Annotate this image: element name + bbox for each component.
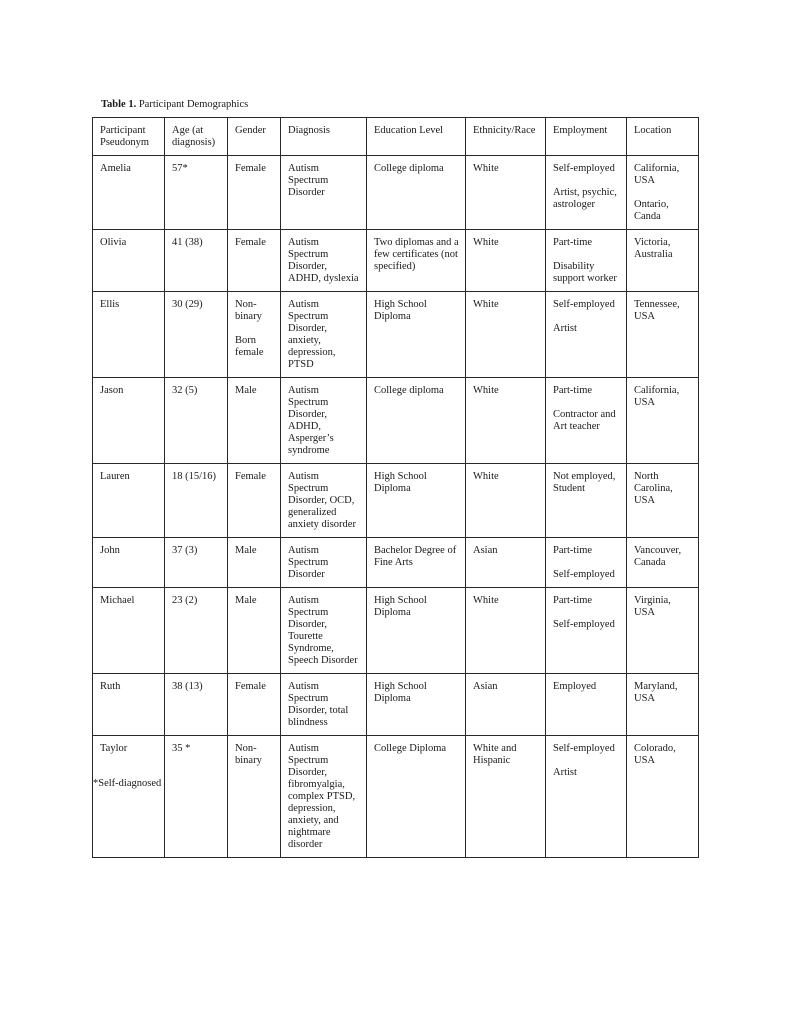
cell-education: College diploma [367, 378, 466, 464]
cell-pseudonym: Lauren [93, 464, 165, 538]
cell-location-line: California, USA [634, 163, 680, 186]
cell-location [627, 736, 699, 858]
cell-diagnosis: Autism Spectrum Disorder, Tourette Syndrome, Speech Disorder [281, 588, 367, 674]
table-header-row [93, 118, 699, 156]
cell-pseudonym: Olivia [93, 230, 165, 292]
cell-diagnosis: Autism Spectrum Disorder, ADHD, dyslexia [281, 230, 367, 292]
cell-employment-line: Artist, psychic, astrologer [553, 187, 617, 210]
cell-gender-line: Non-binary [235, 299, 262, 322]
cell-location-line: Maryland, USA [634, 681, 678, 704]
table-caption [101, 99, 248, 110]
cell-location [627, 674, 699, 736]
cell-age: 30 (29) [165, 292, 228, 378]
cell-diagnosis: Autism Spectrum Disorder, anxiety, depression, PTSD [281, 292, 367, 378]
cell-education: Two diplomas and a few certificates (not specified) [367, 230, 466, 292]
column-header: Gender [228, 118, 281, 156]
cell-education: High School Diploma [367, 674, 466, 736]
cell-education: High School Diploma [367, 588, 466, 674]
table-row [93, 538, 699, 588]
cell-employment-line: Part-time [553, 237, 593, 248]
cell-ethnicity: White [466, 588, 546, 674]
cell-age: 41 (38) [165, 230, 228, 292]
cell-pseudonym: Amelia [93, 156, 165, 230]
cell-pseudonym: John [93, 538, 165, 588]
table-row [93, 736, 699, 858]
cell-employment-line: Self-employed [553, 163, 615, 174]
cell-age: 35 * [165, 736, 228, 858]
cell-employment [546, 736, 627, 858]
cell-gender: Male [228, 588, 281, 674]
cell-ethnicity: Asian [466, 674, 546, 736]
cell-ethnicity: White [466, 292, 546, 378]
cell-diagnosis: Autism Spectrum Disorder, OCD, generalized anxiety disorder [281, 464, 367, 538]
cell-gender: Female [228, 156, 281, 230]
cell-employment [546, 464, 627, 538]
cell-education: High School Diploma [367, 464, 466, 538]
cell-employment [546, 674, 627, 736]
column-header: Diagnosis [281, 118, 367, 156]
table-row [93, 464, 699, 538]
cell-diagnosis: Autism Spectrum Disorder [281, 156, 367, 230]
cell-age: 37 (3) [165, 538, 228, 588]
column-header: Participant Pseudonym [93, 118, 165, 156]
cell-age: 32 (5) [165, 378, 228, 464]
cell-diagnosis: Autism Spectrum Disorder [281, 538, 367, 588]
cell-employment-line: Self-employed [553, 569, 615, 580]
table-caption-title: Participant Demographics [138, 99, 249, 110]
footnote: *Self-diagnosed [93, 778, 162, 789]
cell-age: 38 (13) [165, 674, 228, 736]
cell-gender: Non-binary [228, 736, 281, 858]
cell-ethnicity: White [466, 464, 546, 538]
cell-diagnosis: Autism Spectrum Disorder, fibromyalgia, complex PTSD, depression, anxiety, and nightmare disorder [281, 736, 367, 858]
cell-gender: Male [228, 378, 281, 464]
cell-gender: Female [228, 674, 281, 736]
cell-employment-line: Self-employed [553, 743, 615, 754]
cell-ethnicity: White [466, 230, 546, 292]
table-row [93, 156, 699, 230]
table-caption-label: Table 1. [101, 99, 137, 110]
cell-employment-line: Employed [553, 681, 597, 692]
cell-pseudonym: Ellis [93, 292, 165, 378]
cell-pseudonym: Ruth [93, 674, 165, 736]
column-header: Education Level [367, 118, 466, 156]
cell-gender: Male [228, 538, 281, 588]
cell-employment-line: Not employed, Student [553, 471, 616, 494]
cell-employment-line: Disability support worker [553, 261, 617, 284]
cell-location-line: Tennessee, USA [634, 299, 680, 322]
cell-location [627, 588, 699, 674]
cell-employment-line: Part-time [553, 385, 593, 396]
cell-employment [546, 230, 627, 292]
cell-location-line: North Carolina, USA [634, 471, 673, 506]
cell-employment-line: Artist [553, 767, 577, 778]
cell-education: Bachelor Degree of Fine Arts [367, 538, 466, 588]
cell-employment-line: Part-time [553, 595, 593, 606]
table-row [93, 230, 699, 292]
table-row [93, 588, 699, 674]
cell-employment-line: Artist [553, 323, 577, 334]
cell-employment-line: Contractor and Art teacher [553, 409, 616, 432]
cell-location-line: Virginia, USA [634, 595, 671, 618]
cell-gender: Female [228, 230, 281, 292]
column-header: Age (at diagnosis) [165, 118, 228, 156]
cell-pseudonym: Jason [93, 378, 165, 464]
cell-pseudonym: Michael [93, 588, 165, 674]
table-row [93, 674, 699, 736]
cell-location [627, 292, 699, 378]
table-row [93, 292, 699, 378]
cell-employment [546, 538, 627, 588]
cell-ethnicity: White [466, 378, 546, 464]
cell-location [627, 464, 699, 538]
column-header: Ethnicity/Race [466, 118, 546, 156]
cell-location-line: Ontario, Canda [634, 199, 669, 222]
cell-pseudonym: Taylor [93, 736, 165, 858]
cell-education: High School Diploma [367, 292, 466, 378]
table-header [93, 118, 699, 156]
cell-location [627, 538, 699, 588]
cell-gender-line: Born female [235, 335, 264, 358]
cell-location [627, 378, 699, 464]
column-header: Employment [546, 118, 627, 156]
cell-age: 23 (2) [165, 588, 228, 674]
cell-employment [546, 378, 627, 464]
cell-employment-line: Self-employed [553, 299, 615, 310]
cell-ethnicity: White [466, 156, 546, 230]
cell-employment-line: Part-time [553, 545, 593, 556]
table-body [93, 156, 699, 858]
cell-employment [546, 156, 627, 230]
demographics-table [92, 117, 699, 858]
cell-location [627, 230, 699, 292]
cell-gender [228, 292, 281, 378]
cell-age: 18 (15/16) [165, 464, 228, 538]
cell-location-line: Vancouver, Canada [634, 545, 682, 568]
cell-employment [546, 588, 627, 674]
cell-location-line: California, USA [634, 385, 680, 408]
cell-ethnicity: Asian [466, 538, 546, 588]
cell-location-line: Victoria, Australia [634, 237, 673, 260]
cell-employment [546, 292, 627, 378]
cell-location-line: Colorado, USA [634, 743, 676, 766]
cell-education: College Diploma [367, 736, 466, 858]
cell-education: College diploma [367, 156, 466, 230]
column-header: Location [627, 118, 699, 156]
table-row [93, 378, 699, 464]
cell-diagnosis: Autism Spectrum Disorder, total blindness [281, 674, 367, 736]
cell-employment-line: Self-employed [553, 619, 615, 630]
cell-ethnicity: White and Hispanic [466, 736, 546, 858]
cell-diagnosis: Autism Spectrum Disorder, ADHD, Asperger’s syndrome [281, 378, 367, 464]
cell-location [627, 156, 699, 230]
cell-gender: Female [228, 464, 281, 538]
cell-age: 57* [165, 156, 228, 230]
